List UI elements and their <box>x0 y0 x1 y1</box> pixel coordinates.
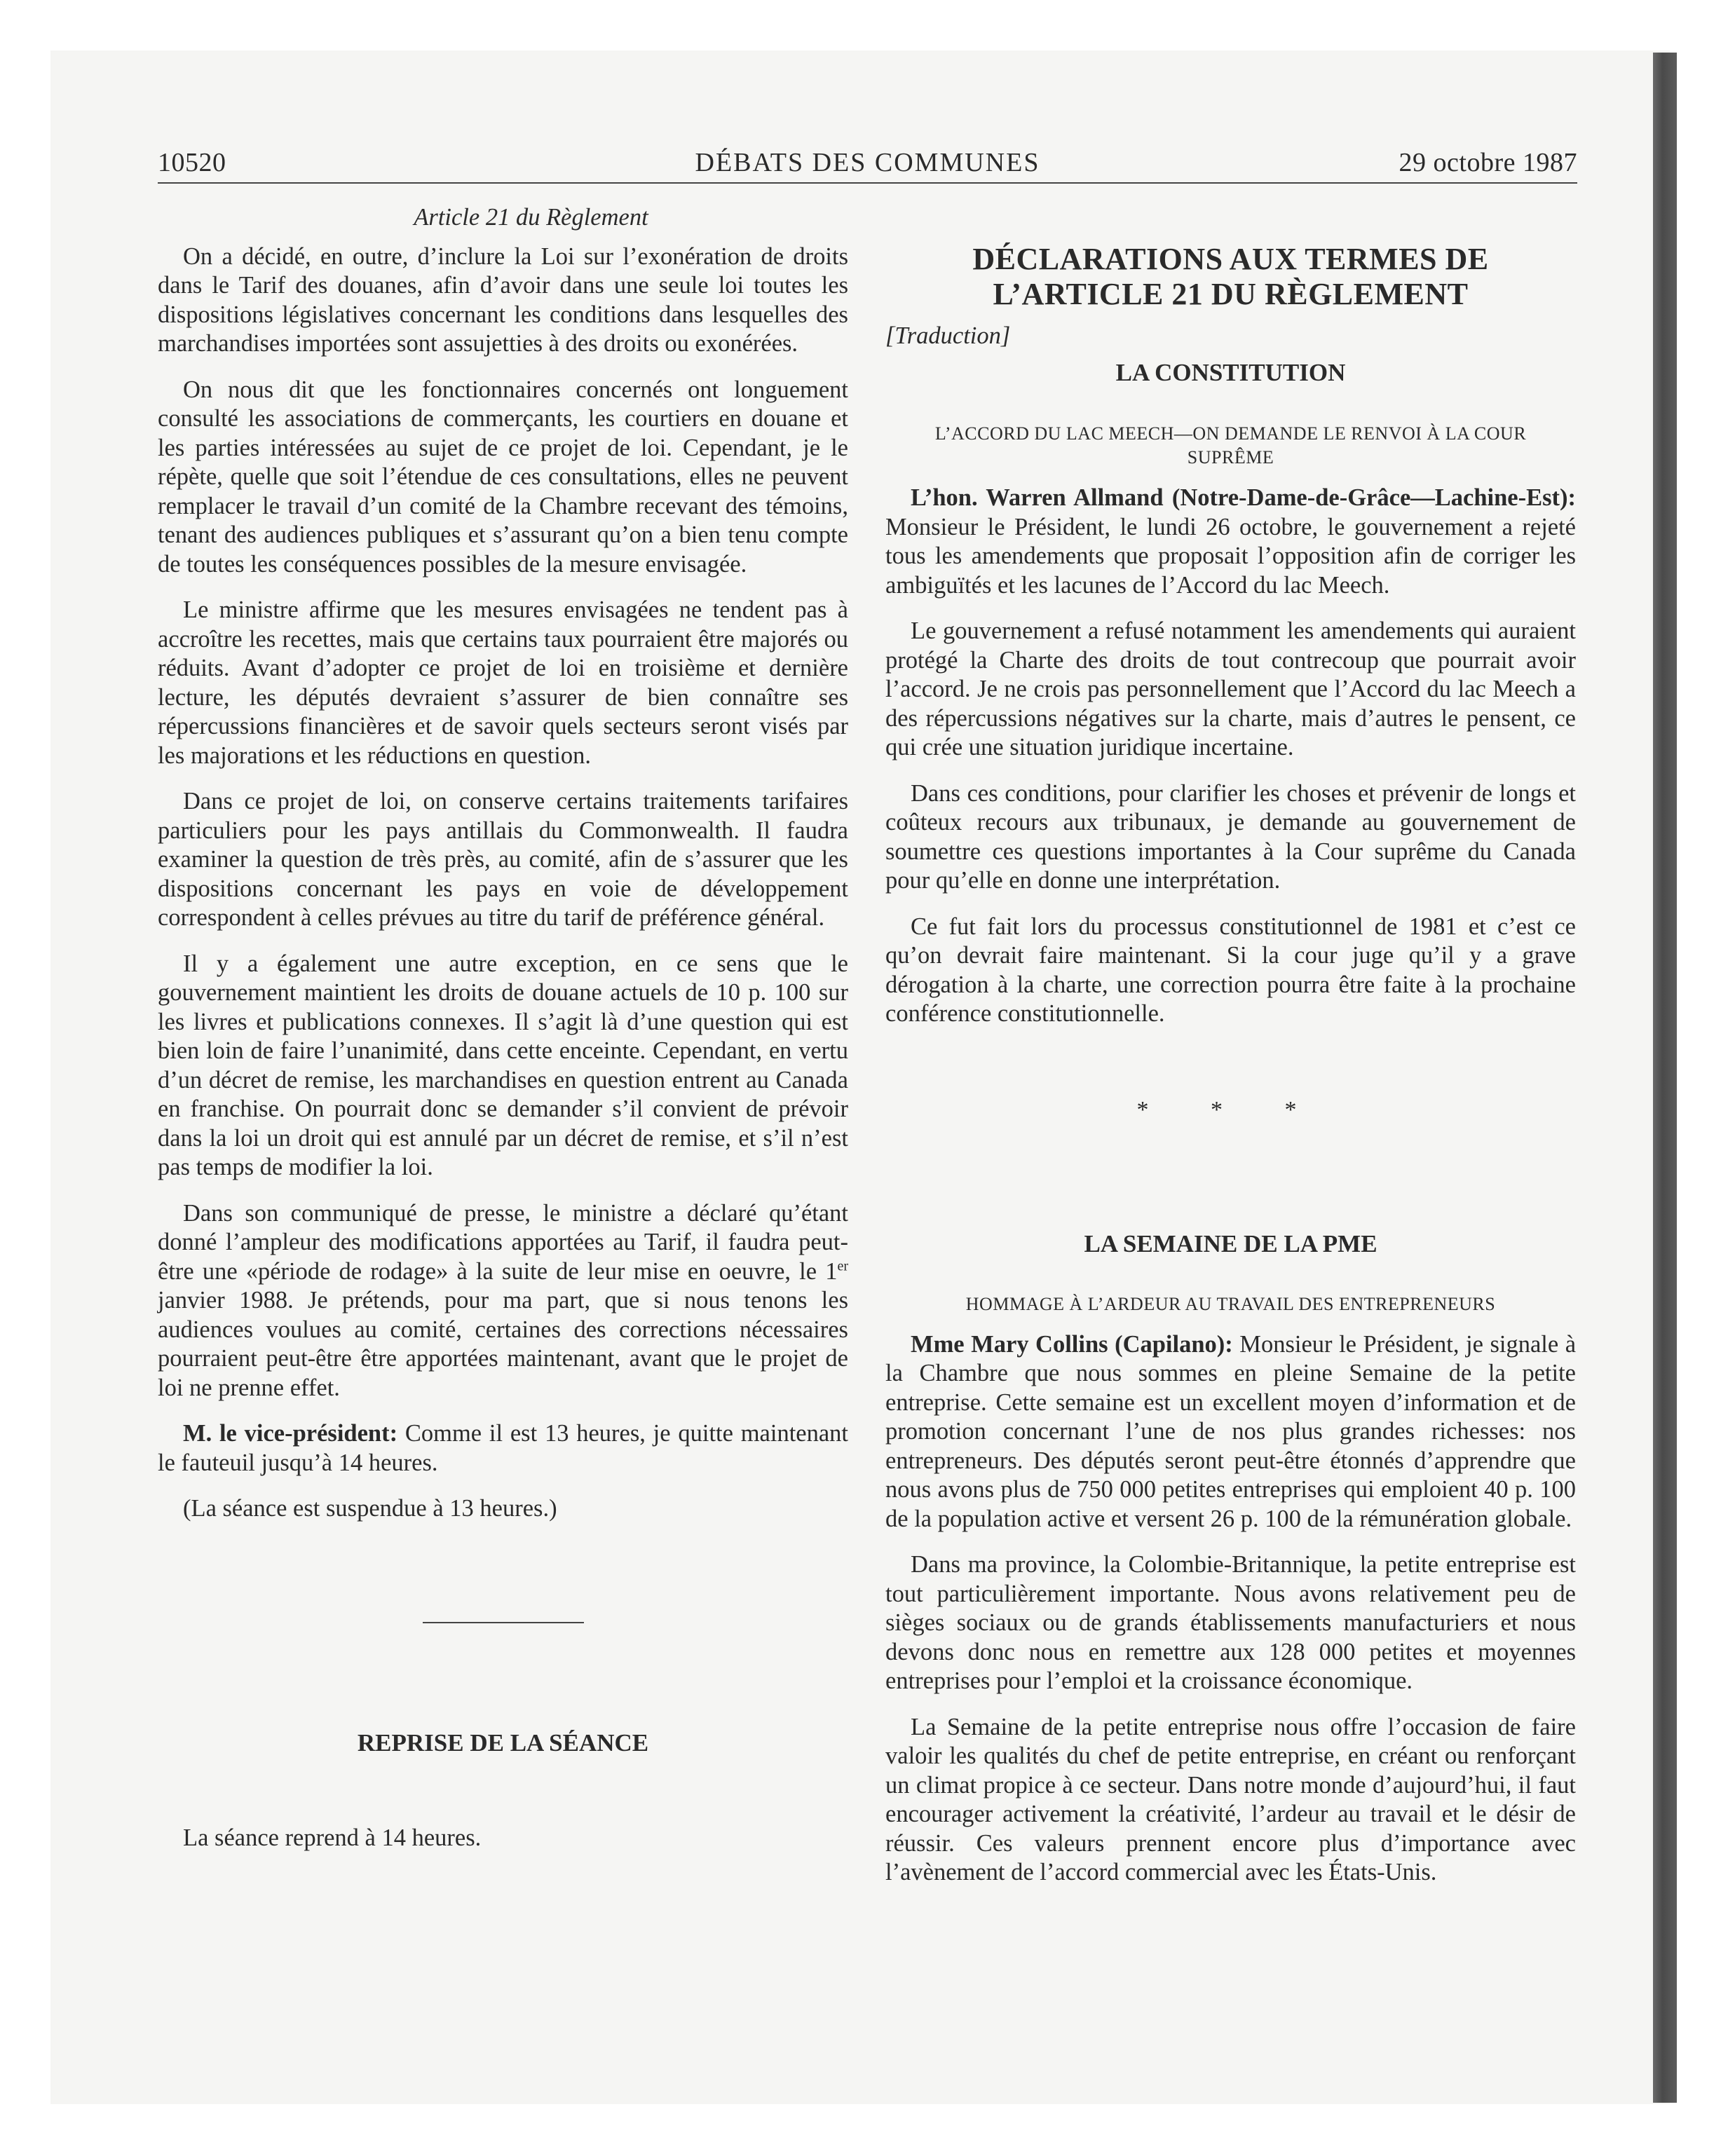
section-heading: REPRISE DE LA SÉANCE <box>357 1728 649 1756</box>
paragraph: Ce fut fait lors du processus constitutionnel de 1981 et c’est ce qu’on devrait faire maintenant. Si la cour juge qu’il y a grave dérogation à la charte, une correction pourra être faite à la prochaine conférence constitutionnelle. <box>885 913 1576 1027</box>
paragraph-text: Monsieur le Président, je signale à la Chambre que nous sommes en pleine Semaine de la petite entreprise. Cette semaine est un excellent moyen d’information et de promotion concernant l’une de nos plus grandes richesses: nos entrepreneurs. Des députés seront peut-être étonnés d’apprendre que nous avons plus de 750 000 petites entreprises qui emploient 40 p. 100 de la population active et versent 26 p. 100 de la rémunération globale. <box>885 1330 1577 1532</box>
paragraph: Dans ma province, la Colombie-Britannique, la petite entreprise est tout particulièrement importante. Nous avons relativement peu de sièges sociaux ou de grands établissements manufacturiers et nous devons donc nous en remettre aux 128 000 petites et moyennes entreprises pour l’emploi et la croissance économique. <box>885 1551 1576 1694</box>
paragraph: Dans ce projet de loi, on conserve certains traitements tarifaires particuliers pour les pays antillais du Commonwealth. Il faudra examiner la question de très près, au comité, afin de s’assurer que les dispositions concernant les pays en voie de développement correspondent à celles prévues au titre du tarif de préférence général. <box>158 788 848 931</box>
paragraph: Le ministre affirme que les mesures envisagées ne tendent pas à accroître les recettes, mais que certains taux pourraient être majorés ou réduits. Avant d’adopter ce projet de loi en troisième et dernière lecture, les députés devraient s’assurer de bien connaître ses répercussions financières et de savoir quels secteurs seront visés par les majorations et les réductions en question. <box>158 596 848 769</box>
right-column <box>885 203 1576 1904</box>
speaker-name: Mme Mary Collins (Capilano): <box>911 1330 1233 1358</box>
section-heading: LA SEMAINE DE LA PME <box>1084 1230 1377 1257</box>
header-rule <box>158 182 1577 184</box>
publication-title: DÉBATS DES COMMUNES <box>695 148 1040 177</box>
paragraph <box>158 1419 848 1478</box>
main-heading: DÉCLARATIONS AUX TERMES DE L’ARTICLE 21 DU RÈGLEMENT <box>972 242 1489 311</box>
subsection-heading: HOMMAGE À L’ARDEUR AU TRAVAIL DES ENTREPRENEURS <box>965 1293 1496 1314</box>
page-header <box>158 147 1577 182</box>
paragraph-text: Comme il est 13 heures, je quitte maintenant le fauteuil jusqu’à 14 heures. <box>158 1420 848 1476</box>
subsection-heading: L’ACCORD DU LAC MEECH—ON DEMANDE LE RENVOI À LA COUR SUPRÊME <box>934 423 1527 468</box>
paragraph-text: Monsieur le Président, le lundi 26 octobre, le gouvernement a rejeté tous les amendements que proposait l’opposition afin de corriger les ambiguïtés et les lacunes de l’Accord du lac Meech. <box>885 513 1576 599</box>
issue-date: 29 octobre 1987 <box>1399 148 1577 177</box>
scan-edge-shadow <box>1653 53 1677 2103</box>
section-heading: LA CONSTITUTION <box>1115 358 1346 386</box>
separator-stars: * * * <box>1136 1096 1325 1123</box>
translation-note: [Traduction] <box>885 322 1011 349</box>
section-label: Article 21 du Règlement <box>414 204 648 231</box>
superscript: er <box>837 1258 848 1274</box>
left-column <box>158 203 848 1870</box>
paragraph: La Semaine de la petite entreprise nous offre l’occasion de faire valoir les qualités du chef de petite entreprise, en créant ou renforçant un climat propice à ce secteur. Dans notre monde d’aujourd’hui, il faut encourager activement la créativité, l’ardeur au travail et le désir de réussir. Ces valeurs prennent encore plus d’importance avec l’avènement de l’accord commercial avec les États-Unis. <box>885 1713 1576 1885</box>
paragraph: Le gouvernement a refusé notamment les amendements qui auraient protégé la Charte des droits de tout contrecoup que pourrait avoir l’accord. Je ne crois pas personnellement que l’Accord du lac Meech a des répercussions négatives sur la charte, mais d’autres le pensent, ce qui crée une situation juridique incertaine. <box>885 618 1576 760</box>
page-number: 10520 <box>158 148 226 177</box>
paragraph: On nous dit que les fonctionnaires concernés ont longuement consulté les associations de commerçants, les courtiers en douane et les parties intéressées au sujet de ce projet de loi. Cependant, je le répète, quelle que soit l’étendue de ces consultations, elles ne peuvent remplacer le travail d’un comité de la Chambre recevant des témoins, tenant des audiences publiques et s’assurant qu’on a bien tenu compte de toutes les conséquences possibles de la mesure envisagée. <box>158 376 848 578</box>
paragraph-text: Dans son communiqué de presse, le ministre a déclaré qu’étant donné l’ampleur des modifications apportées au Tarif, il faudra peut-être une «période de rodage» à la suite de leur mise en oeuvre, le 1 <box>158 1199 848 1285</box>
speaker-name: L’hon. Warren Allmand (Notre-Dame-de-Grâce—Lachine-Est): <box>911 484 1576 511</box>
paragraph-text: janvier 1988. Je prétends, pour ma part, que si nous tenons les audiences voulues au comité, certaines des corrections nécessaires pourraient peut-être être apportées maintenant, avant que le projet de loi ne prenne effet. <box>158 1287 848 1401</box>
paragraph: Dans ces conditions, pour clarifier les choses et prévenir de longs et coûteux recours aux tribunaux, je demande au gouvernement de soumettre ces questions importantes à la Cour suprême du Canada pour qu’elle en donne une interprétation. <box>885 779 1576 894</box>
paragraph: Il y a également une autre exception, en ce sens que le gouvernement maintient les droits de douane actuels de 10 p. 100 sur les livres et publications connexes. Il s’agit là d’une question qui est bien loin de faire l’unanimité, dans cette enceinte. Cependant, en vertu d’un décret de remise, les marchandises en question entrent au Canada en franchise. On pourrait donc se demander s’il convient de prévoir dans la loi un droit qui est annulé par un décret de remise, et s’il n’est pas temps de modifier la loi. <box>158 950 848 1180</box>
paragraph <box>158 1199 848 1403</box>
paragraph: (La séance est suspendue à 13 heures.) <box>183 1495 557 1522</box>
section-divider <box>423 1622 584 1623</box>
paragraph <box>885 1330 1576 1534</box>
paragraph <box>885 484 1576 600</box>
paragraph: La séance reprend à 14 heures. <box>183 1824 482 1851</box>
paragraph: On a décidé, en outre, d’inclure la Loi sur l’exonération de droits dans le Tarif des douanes, afin d’avoir dans une seule loi toutes les dispositions législatives concernant les conditions dans lesquelles des marchandises importées sont assujetties à des droits ou exonérées. <box>158 243 848 357</box>
speaker-name: M. le vice-président: <box>183 1420 398 1447</box>
